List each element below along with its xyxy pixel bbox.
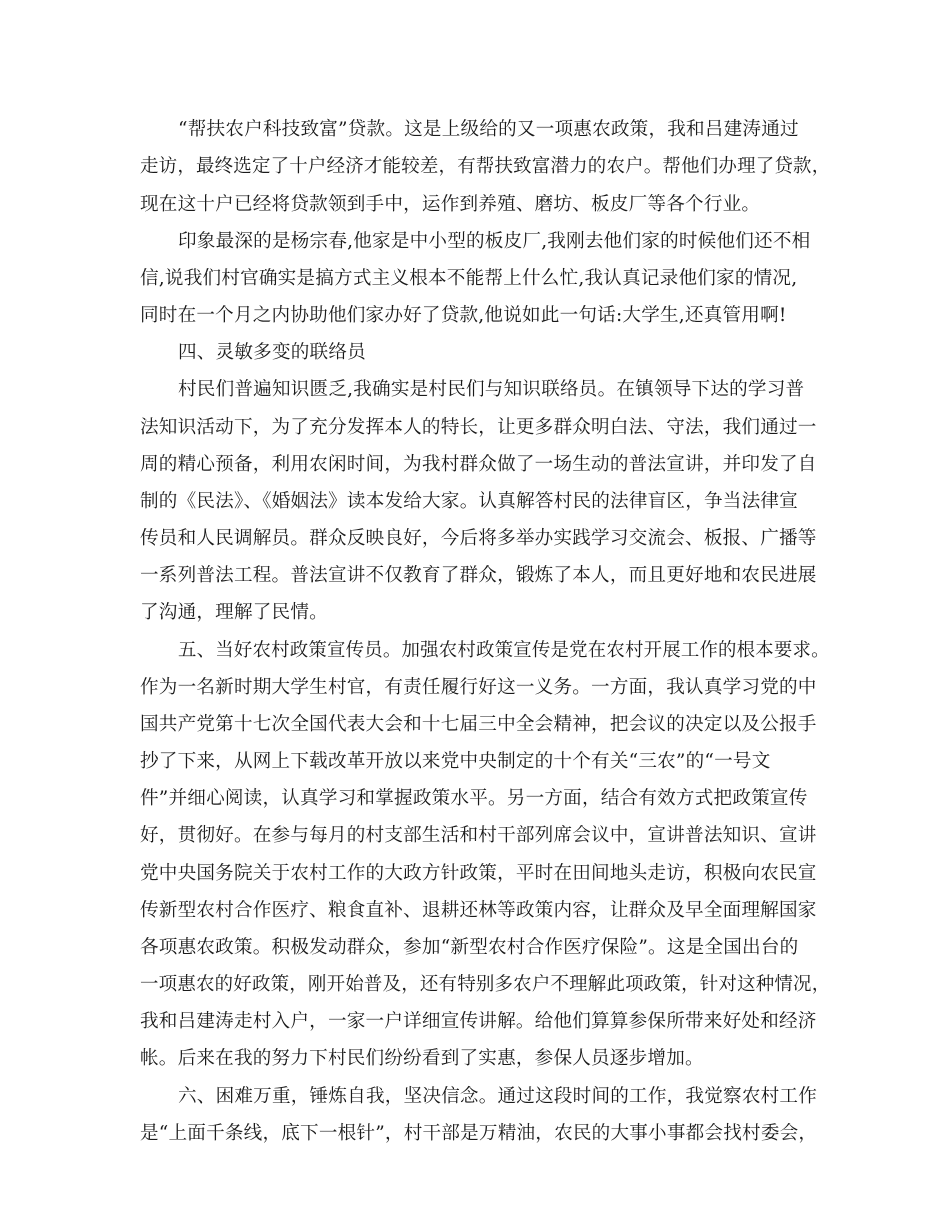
text-line: 走访，最终选定了十户经济才能较差，有帮扶致富潜力的农户。帮他们办理了贷款， xyxy=(140,156,831,177)
text-line: 了沟通，理解了民情。 xyxy=(140,602,328,623)
text-line: 制的《民法》、《婚姻法》读本发给大家。认真解答村民的法律盲区，争当法律宣 xyxy=(140,491,798,512)
text-line: 五、当好农村政策宣传员。加强农村政策宣传是党在农村开展工作的根本要求。 xyxy=(178,640,830,661)
text-line: 法知识活动下，为了充分发挥本人的特长，让更多群众明白法、守法，我们通过一 xyxy=(140,417,817,438)
text-line: 作为一名新时期大学生村官，有责任履行好这一义务。一方面，我认真学习党的中 xyxy=(140,677,817,698)
text-line: 是“上面千条线，底下一根针”，村干部是万精油，农民的大事小事都会找村委会， xyxy=(140,1123,818,1144)
text-line: 好，贯彻好。在参与每月的村支部生活和村干部列席会议中，宣讲普法知识、宣讲 xyxy=(140,825,817,846)
text-line: 印象最深的是杨宗春,他家是中小型的板皮厂,我刚去他们家的时候他们还不相 xyxy=(178,231,811,252)
text-line: 传新型农村合作医疗、粮食直补、退耕还林等政策内容，让群众及早全面理解国家 xyxy=(140,900,817,921)
text-line: 村民们普遍知识匮乏,我确实是村民们与知识联络员。在镇领导下达的学习普 xyxy=(178,379,805,400)
text-line: 传员和人民调解员。群众反映良好，今后将多举办实践学习交流会、板报、广播等 xyxy=(140,528,817,549)
text-line: 抄了下来，从网上下载改革开放以来党中央制定的十个有关“三农”的“一号文 xyxy=(140,751,771,772)
text-line: “帮扶农户科技致富”贷款。这是上级给的又一项惠农政策，我和吕建涛通过 xyxy=(178,119,799,140)
text-line: 各项惠农政策。积极发动群众，参加“新型农村合作医疗保险”。这是全国出台的 xyxy=(140,937,799,958)
text-line: 帐。后来在我的努力下村民们纷纷看到了实惠，参保人员逐步增加。 xyxy=(140,1048,704,1069)
text-line: 六、困难万重，锤炼自我，坚决信念。通过这段时间的工作，我觉察农村工作 xyxy=(178,1086,817,1107)
text-line: 一项惠农的好政策，刚开始普及，还有特别多农户不理解此项政策，针对这种情况， xyxy=(140,974,831,995)
text-line: 我和吕建涛走村入户，一家一户详细宣传讲解。给他们算算参保所带来好处和经济 xyxy=(140,1011,817,1032)
text-line: 同时在一个月之内协助他们家办好了贷款,他说如此一句话:大学生,还真管用啊! xyxy=(140,305,787,326)
text-line: 一系列普法工程。普法宣讲不仅教育了群众，锻炼了本人，而且更好地和农民进展 xyxy=(140,565,817,586)
text-line: 件”并细心阅读，认真学习和掌握政策水平。另一方面，结合有效方式把政策宣传 xyxy=(140,788,808,809)
section-heading: 四、灵敏多变的联络员 xyxy=(178,342,366,363)
text-line: 现在这十户已经将贷款领到手中，运作到养殖、磨坊、板皮厂等各个行业。 xyxy=(140,194,761,215)
text-line: 周的精心预备，利用农闲时间，为我村群众做了一场生动的普法宣讲，并印发了自 xyxy=(140,454,817,475)
text-line: 信,说我们村官确实是搞方式主义根本不能帮上什么忙,我认真记录他们家的情况, xyxy=(140,268,798,289)
text-line: 党中央国务院关于农村工作的大政方针政策，平时在田间地头走访，积极向农民宣 xyxy=(140,863,817,884)
text-line: 国共产党第十七次全国代表大会和十七届三中全会精神，把会议的决定以及公报手 xyxy=(140,714,817,735)
